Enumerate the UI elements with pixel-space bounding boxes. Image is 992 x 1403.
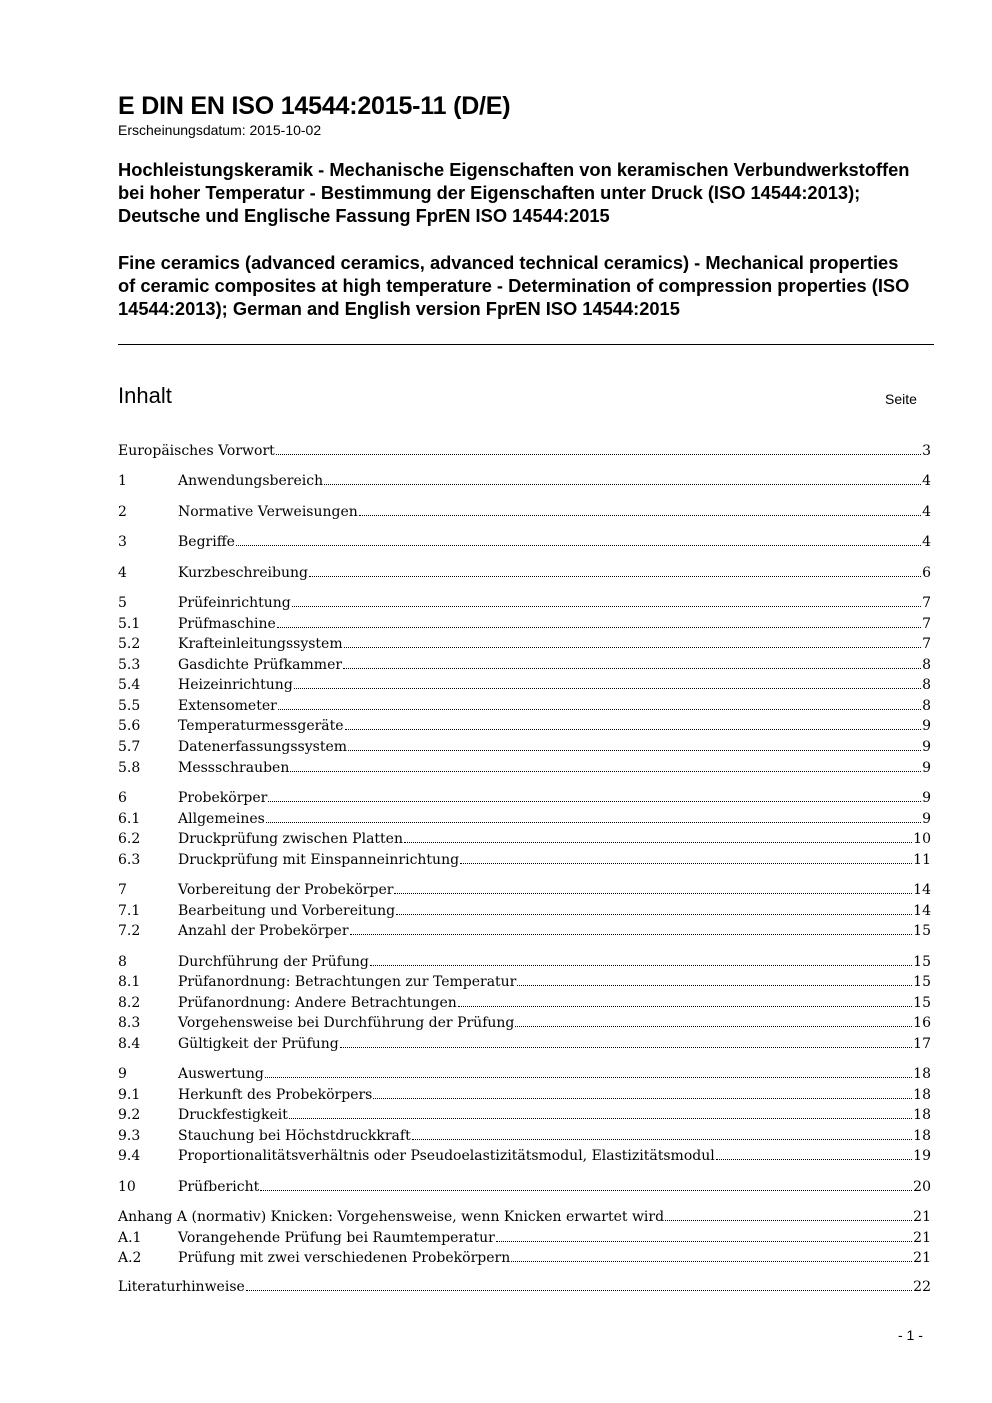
toc-entry-title: Druckprüfung mit Einspanneinrichtung bbox=[178, 852, 460, 868]
toc-entry-number: 5.7 bbox=[118, 739, 141, 755]
title-divider bbox=[118, 344, 934, 345]
toc-entry[interactable] bbox=[118, 502, 931, 522]
toc-dot-leader bbox=[265, 1077, 912, 1078]
toc-dot-leader bbox=[236, 545, 921, 546]
toc-dot-leader bbox=[404, 842, 912, 843]
toc-entry-title: Gültigkeit der Prüfung bbox=[178, 1036, 339, 1052]
toc-entry-page: 15 bbox=[913, 954, 931, 970]
toc-entry-title: Datenerfassungssystem bbox=[178, 739, 348, 755]
toc-entry[interactable] bbox=[118, 972, 931, 992]
toc-entry-page: 7 bbox=[922, 616, 931, 632]
toc-entry-number: 9 bbox=[118, 1066, 127, 1082]
toc-entry[interactable] bbox=[118, 1277, 931, 1297]
toc-entry-title: Anhang A (normativ) Knicken: Vorgehensweise, wenn Knicken erwartet wird bbox=[118, 1209, 665, 1225]
toc-entry-page: 10 bbox=[913, 831, 931, 847]
toc-entry-title: Kurzbeschreibung bbox=[178, 565, 308, 581]
toc-entry-number: 5.5 bbox=[118, 698, 141, 714]
toc-dot-leader bbox=[458, 1006, 912, 1007]
toc-entry-page: 19 bbox=[913, 1148, 931, 1164]
toc-entry-page: 21 bbox=[913, 1250, 931, 1266]
toc-entry-page: 6 bbox=[922, 565, 931, 581]
toc-entry-page: 9 bbox=[922, 790, 931, 806]
toc-entry-number: 9.2 bbox=[118, 1107, 141, 1123]
toc-entry-page: 9 bbox=[922, 739, 931, 755]
toc-entry[interactable] bbox=[118, 614, 931, 634]
toc-entry-page: 18 bbox=[913, 1107, 931, 1123]
toc-entry[interactable] bbox=[118, 952, 931, 972]
toc-entry[interactable] bbox=[118, 993, 931, 1013]
toc-entry[interactable] bbox=[118, 675, 931, 695]
toc-entry-number: 9.1 bbox=[118, 1087, 141, 1103]
toc-dot-leader bbox=[396, 914, 912, 915]
toc-dot-leader bbox=[373, 1098, 912, 1099]
toc-entry-number: 9.3 bbox=[118, 1128, 141, 1144]
toc-entry-title: Proportionalitätsverhältnis oder Pseudoelastizitätsmodul, Elastizitätsmodul bbox=[178, 1148, 715, 1164]
toc-entry[interactable] bbox=[118, 737, 931, 757]
toc-entry-title: Stauchung bei Höchstdruckkraft bbox=[178, 1128, 411, 1144]
toc-entry-number: 8 bbox=[118, 954, 127, 970]
toc-entry-number: 5 bbox=[118, 595, 127, 611]
toc-entry-title: Druckfestigkeit bbox=[178, 1107, 288, 1123]
toc-dot-leader bbox=[344, 647, 921, 648]
toc-entry[interactable] bbox=[118, 1013, 931, 1033]
toc-dot-leader bbox=[345, 729, 922, 730]
toc-entry[interactable] bbox=[118, 1228, 931, 1248]
toc-entry-title: Gasdichte Prüfkammer bbox=[178, 657, 343, 673]
toc-entry-page: 22 bbox=[913, 1279, 931, 1295]
toc-entry[interactable] bbox=[118, 532, 931, 552]
toc-dot-leader bbox=[460, 863, 912, 864]
toc-page-column-label: Seite bbox=[885, 391, 917, 407]
toc-entry-title: Begriffe bbox=[178, 534, 235, 550]
toc-entry-number: 10 bbox=[118, 1179, 136, 1195]
toc-entry-title: Vorangehende Prüfung bei Raumtemperatur bbox=[178, 1230, 495, 1246]
toc-entry-page: 20 bbox=[913, 1179, 931, 1195]
toc-entry-page: 15 bbox=[913, 995, 931, 1011]
toc-dot-leader bbox=[716, 1159, 912, 1160]
toc-entry-page: 14 bbox=[913, 882, 931, 898]
toc-entry-number: 6 bbox=[118, 790, 127, 806]
toc-entry-title: Prüfanordnung: Betrachtungen zur Temperatur bbox=[178, 974, 517, 990]
toc-entry[interactable] bbox=[118, 1207, 931, 1227]
toc-entry-page: 7 bbox=[922, 595, 931, 611]
toc-entry[interactable] bbox=[118, 829, 931, 849]
toc-dot-leader bbox=[496, 1241, 912, 1242]
toc-entry-title: Heizeinrichtung bbox=[178, 677, 293, 693]
toc-entry[interactable] bbox=[118, 655, 931, 675]
toc-dot-leader bbox=[260, 1190, 912, 1191]
toc-entry-title: Normative Verweisungen bbox=[178, 504, 358, 520]
toc-entry-title: Prüfung mit zwei verschiedenen Probekörpern bbox=[178, 1250, 511, 1266]
toc-entry-title: Anwendungsbereich bbox=[178, 473, 324, 489]
toc-entry-title: Vorgehensweise bei Durchführung der Prüfung bbox=[178, 1015, 515, 1031]
toc-dot-leader bbox=[665, 1220, 912, 1221]
toc-entry[interactable] bbox=[118, 788, 931, 808]
toc-entry[interactable] bbox=[118, 901, 931, 921]
toc-entry-title: Druckprüfung zwischen Platten bbox=[178, 831, 403, 847]
publication-date: Erscheinungsdatum: 2015-10-02 bbox=[118, 122, 322, 138]
toc-entry[interactable] bbox=[118, 880, 931, 900]
toc-entry[interactable] bbox=[118, 921, 931, 941]
toc-entry-title: Durchführung der Prüfung bbox=[178, 954, 369, 970]
toc-entry[interactable] bbox=[118, 471, 931, 491]
toc-entry-page: 18 bbox=[913, 1087, 931, 1103]
toc-entry-title: Krafteinleitungssystem bbox=[178, 636, 343, 652]
toc-dot-leader bbox=[309, 576, 921, 577]
toc-entry-number: 1 bbox=[118, 473, 127, 489]
toc-dot-leader bbox=[511, 1261, 912, 1262]
toc-dot-leader bbox=[324, 484, 921, 485]
toc-entry-page: 21 bbox=[913, 1209, 931, 1225]
toc-entry-title: Bearbeitung und Vorbereitung bbox=[178, 903, 396, 919]
toc-entry-page: 9 bbox=[922, 760, 931, 776]
toc-entry[interactable] bbox=[118, 1085, 931, 1105]
toc-entry-title: Auswertung bbox=[178, 1066, 264, 1082]
toc-entry[interactable] bbox=[118, 593, 931, 613]
toc-entry-number: A.2 bbox=[118, 1250, 142, 1266]
toc-entry[interactable] bbox=[118, 634, 931, 654]
toc-entry-title: Herkunft des Probekörpers bbox=[178, 1087, 373, 1103]
toc-entry-page: 15 bbox=[913, 923, 931, 939]
toc-entry-page: 4 bbox=[922, 534, 931, 550]
toc-entry-number: A.1 bbox=[118, 1230, 142, 1246]
toc-dot-leader bbox=[290, 771, 921, 772]
toc-entry[interactable] bbox=[118, 716, 931, 736]
toc-dot-leader bbox=[289, 1118, 912, 1119]
toc-dot-leader bbox=[268, 801, 921, 802]
toc-entry-number: 5.1 bbox=[118, 616, 141, 632]
toc-entry-page: 3 bbox=[922, 443, 931, 459]
toc-entry-number: 6.3 bbox=[118, 852, 141, 868]
german-title: Hochleistungskeramik - Mechanische Eigenschaften von keramischen Verbundwerkstoffen bei hoher Temperatur - Bestimmung der Eigenschaften unter Druck (ISO 14544:2013); Deutsche und Englische Fassung FprEN ISO 14544:2015 bbox=[118, 159, 910, 226]
toc-dot-leader bbox=[343, 668, 921, 669]
toc-entry-number: 2 bbox=[118, 504, 127, 520]
toc-entry-title: Prüfeinrichtung bbox=[178, 595, 291, 611]
toc-entry-page: 18 bbox=[913, 1066, 931, 1082]
page-number: - 1 - bbox=[898, 1327, 923, 1343]
toc-entry[interactable] bbox=[118, 696, 931, 716]
toc-entry[interactable] bbox=[118, 1034, 931, 1054]
toc-entry-number: 8.2 bbox=[118, 995, 141, 1011]
toc-entry[interactable] bbox=[118, 1126, 931, 1146]
toc-dot-leader bbox=[517, 985, 912, 986]
toc-entry-title: Prüfbericht bbox=[178, 1179, 260, 1195]
toc-entry-number: 4 bbox=[118, 565, 127, 581]
toc-heading: Inhalt bbox=[118, 383, 172, 408]
toc-entry-page: 21 bbox=[913, 1230, 931, 1246]
toc-entry[interactable] bbox=[118, 563, 931, 583]
toc-entry[interactable] bbox=[118, 1064, 931, 1084]
toc-entry-number: 6.1 bbox=[118, 811, 141, 827]
toc-entry[interactable] bbox=[118, 441, 931, 461]
toc-dot-leader bbox=[266, 822, 921, 823]
toc-entry-number: 8.3 bbox=[118, 1015, 141, 1031]
toc-entry-page: 16 bbox=[913, 1015, 931, 1031]
toc-entry-page: 8 bbox=[922, 677, 931, 693]
toc-dot-leader bbox=[394, 893, 912, 894]
toc-entry[interactable] bbox=[118, 1105, 931, 1125]
toc-entry[interactable] bbox=[118, 1146, 931, 1166]
toc-dot-leader bbox=[292, 606, 921, 607]
english-title: Fine ceramics (advanced ceramics, advanced technical ceramics) - Mechanical properties of ceramic composites at high temperature - Determination of compression properties (ISO 14544:2013); German and English version FprEN ISO 14544:2015 bbox=[118, 252, 910, 319]
toc-entry-number: 5.6 bbox=[118, 718, 141, 734]
toc-entry-title: Anzahl der Probekörper bbox=[178, 923, 349, 939]
toc-dot-leader bbox=[348, 750, 921, 751]
toc-dot-leader bbox=[277, 627, 921, 628]
toc-entry-title: Probekörper bbox=[178, 790, 268, 806]
toc-entry-page: 7 bbox=[922, 636, 931, 652]
toc-dot-leader bbox=[515, 1026, 912, 1027]
toc-entry-title: Prüfanordnung: Andere Betrachtungen bbox=[178, 995, 457, 1011]
toc-entry-number: 5.8 bbox=[118, 760, 141, 776]
toc-entry-number: 9.4 bbox=[118, 1148, 141, 1164]
toc-entry-page: 4 bbox=[922, 504, 931, 520]
toc-entry-page: 8 bbox=[922, 698, 931, 714]
toc-entry-number: 7.2 bbox=[118, 923, 141, 939]
toc-entry[interactable] bbox=[118, 809, 931, 829]
toc-entry-number: 7.1 bbox=[118, 903, 141, 919]
toc-entry-title: Temperaturmessgeräte bbox=[178, 718, 344, 734]
toc-entry-page: 9 bbox=[922, 811, 931, 827]
toc-entry-page: 11 bbox=[913, 852, 931, 868]
toc-dot-leader bbox=[276, 454, 921, 455]
toc-entry-page: 8 bbox=[922, 657, 931, 673]
toc-entry-number: 7 bbox=[118, 882, 127, 898]
toc-entry-number: 8.1 bbox=[118, 974, 141, 990]
toc-entry-page: 15 bbox=[913, 974, 931, 990]
toc-dot-leader bbox=[370, 965, 912, 966]
toc-dot-leader bbox=[350, 934, 913, 935]
toc-entry-number: 8.4 bbox=[118, 1036, 141, 1052]
toc-entry-title: Prüfmaschine bbox=[178, 616, 276, 632]
toc-entry[interactable] bbox=[118, 758, 931, 778]
toc-entry[interactable] bbox=[118, 1248, 931, 1268]
toc-entry-page: 14 bbox=[913, 903, 931, 919]
toc-entry-title: Europäisches Vorwort bbox=[118, 443, 275, 459]
toc-entry[interactable] bbox=[118, 1177, 931, 1197]
toc-dot-leader bbox=[246, 1290, 912, 1291]
toc-dot-leader bbox=[412, 1139, 912, 1140]
toc-entry-title: Vorbereitung der Probekörper bbox=[178, 882, 394, 898]
toc-entry-title: Extensometer bbox=[178, 698, 277, 714]
toc-entry-title: Literaturhinweise bbox=[118, 1279, 245, 1295]
toc-dot-leader bbox=[294, 688, 921, 689]
toc-entry-page: 9 bbox=[922, 718, 931, 734]
toc-entry-number: 5.4 bbox=[118, 677, 141, 693]
toc-entry-number: 3 bbox=[118, 534, 127, 550]
toc-entry-number: 5.2 bbox=[118, 636, 141, 652]
toc-entry-page: 17 bbox=[913, 1036, 931, 1052]
toc-entry-number: 6.2 bbox=[118, 831, 141, 847]
toc-entry-number: 5.3 bbox=[118, 657, 141, 673]
toc-entry[interactable] bbox=[118, 850, 931, 870]
toc-dot-leader bbox=[359, 515, 921, 516]
document-id: E DIN EN ISO 14544:2015-11 (D/E) bbox=[118, 92, 511, 120]
toc-entry-title: Messschrauben bbox=[178, 760, 290, 776]
toc-entry-page: 18 bbox=[913, 1128, 931, 1144]
toc-dot-leader bbox=[278, 709, 921, 710]
toc-entry-title: Allgemeines bbox=[178, 811, 265, 827]
toc-entry-page: 4 bbox=[922, 473, 931, 489]
toc-dot-leader bbox=[340, 1047, 912, 1048]
